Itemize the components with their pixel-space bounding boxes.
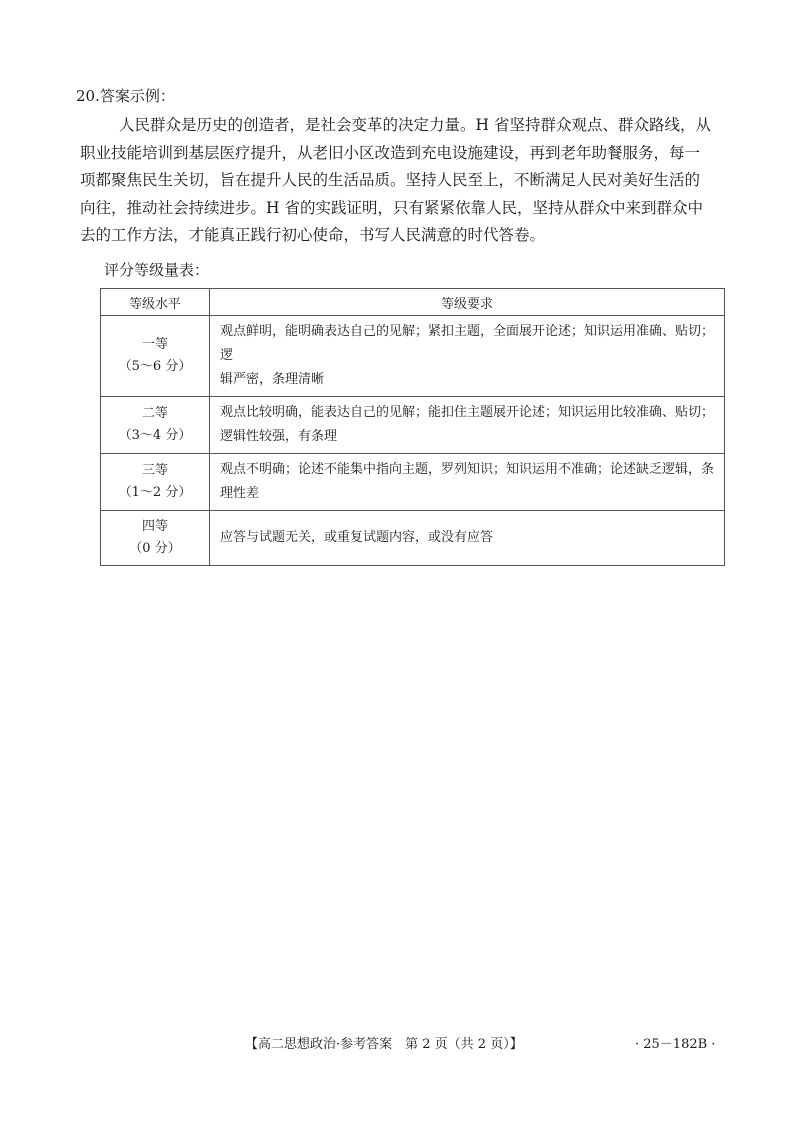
paragraph-line: 去的工作方法，才能真正践行初心使命，书写人民满意的时代答卷。 bbox=[80, 226, 546, 244]
table-header-row bbox=[101, 289, 725, 316]
requirement-line: 观点鲜明，能明确表达自己的见解；紧扣主题，全面展开论述；知识运用准确、贴切；逻 bbox=[220, 324, 715, 363]
level-points: （3～4 分） bbox=[118, 428, 192, 443]
level-name: 二等 bbox=[141, 406, 168, 421]
level-cell bbox=[101, 454, 210, 511]
paragraph-line: 职业技能培训到基层医疗提升，从老旧小区改造到充电设施建设，再到老年助餐服务，每一 bbox=[80, 143, 701, 162]
requirement-cell bbox=[210, 397, 725, 454]
table-row bbox=[101, 454, 725, 511]
table-row bbox=[101, 397, 725, 454]
level-cell bbox=[101, 397, 210, 454]
requirement-line: 逻辑性较强，有条理 bbox=[220, 429, 338, 444]
level-cell bbox=[101, 511, 210, 566]
requirement-line: 观点不明确；论述不能集中指向主题，罗列知识；知识运用不准确；论述缺乏逻辑，条 bbox=[220, 462, 715, 477]
table-row bbox=[101, 511, 725, 566]
level-points: （0 分） bbox=[129, 541, 181, 556]
level-name: 一等 bbox=[141, 337, 168, 352]
level-cell bbox=[101, 316, 210, 397]
requirement-line: 观点比较明确，能表达自己的见解；能扣住主题展开论述；知识运用比较准确、贴切； bbox=[220, 405, 715, 420]
scale-title: 评分等级量表： bbox=[104, 261, 210, 279]
requirement-line: 应答与试题无关，或重复试题内容，或没有应答 bbox=[220, 530, 494, 545]
footer-page-info: 【高二思想政治·参考答案 第 2 页（共 2 页）】 bbox=[245, 1037, 523, 1052]
header-level: 等级水平 bbox=[101, 289, 210, 316]
requirement-cell bbox=[210, 511, 725, 566]
requirement-line: 理性差 bbox=[220, 486, 260, 501]
requirement-cell bbox=[210, 316, 725, 397]
level-points: （1～2 分） bbox=[118, 485, 192, 500]
paragraph-line: 人民群众是历史的创造者，是社会变革的决定力量。H 省坚持群众观点、群众路线，从 bbox=[119, 116, 711, 134]
answer-paragraph bbox=[80, 112, 724, 250]
level-name: 四等 bbox=[141, 519, 168, 534]
paragraph-line: 项都聚焦民生关切，旨在提升人民的生活品质。坚持人民至上，不断满足人民对美好生活的 bbox=[80, 171, 701, 189]
footer-doc-code: · 25－182B · bbox=[635, 1037, 716, 1052]
requirement-cell bbox=[210, 454, 725, 511]
question-number-title: 20.答案示例： bbox=[76, 87, 175, 105]
requirement-line: 辑严密，条理清晰 bbox=[220, 372, 325, 387]
grading-scale-table bbox=[100, 288, 725, 566]
paragraph-line: 向往，推动社会持续进步。H 省的实践证明，只有紧紧依靠人民，坚持从群众中来到群众中 bbox=[80, 198, 703, 217]
level-name: 三等 bbox=[141, 463, 168, 478]
header-requirement: 等级要求 bbox=[210, 289, 725, 316]
level-points: （5～6 分） bbox=[118, 359, 192, 374]
table-row bbox=[101, 316, 725, 397]
